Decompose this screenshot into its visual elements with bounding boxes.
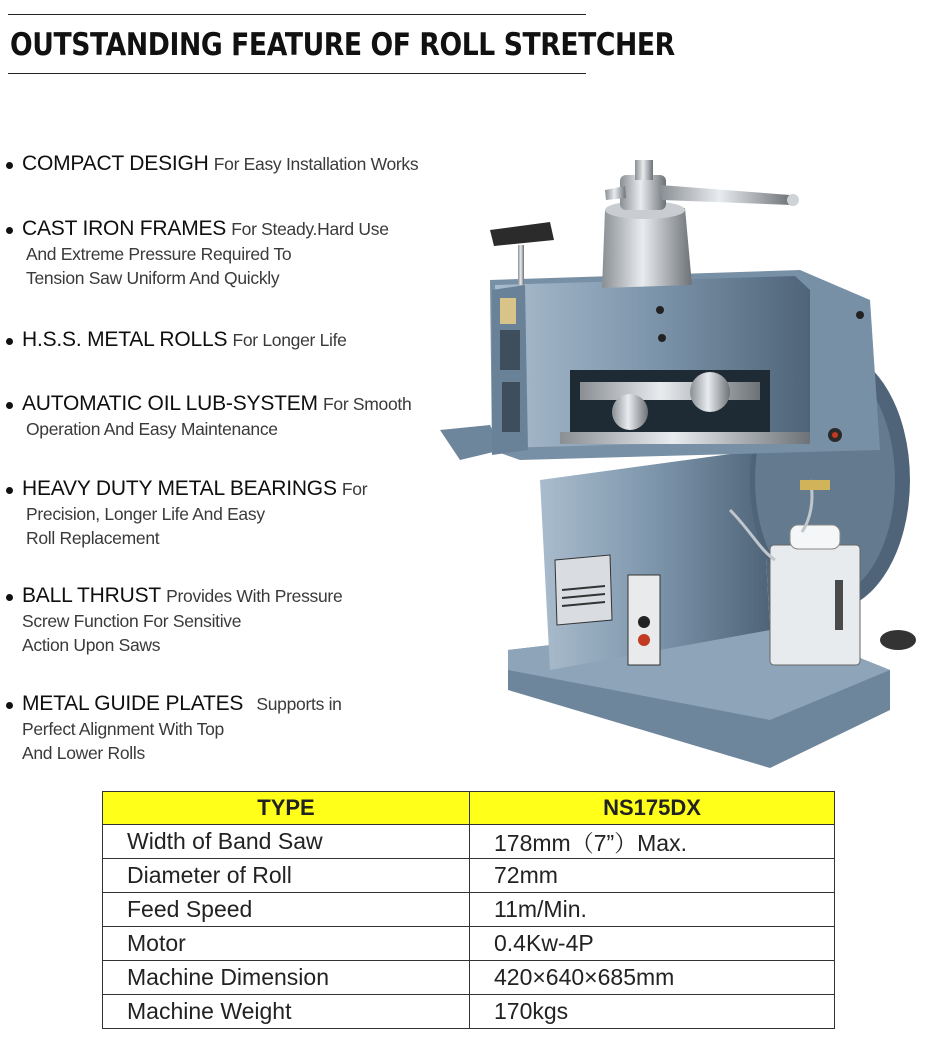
bullet-icon [6,162,13,169]
bullet-icon [6,702,13,709]
bullet-icon [6,594,13,601]
bullet-icon [6,338,13,345]
feature-heading: HEAVY DUTY METAL BEARINGS [22,477,337,500]
feature-description: Tension Saw Uniform And Quickly [26,268,280,288]
feature-description: For Smooth [323,394,412,414]
table-row [103,995,835,1029]
table-header-row [103,792,835,825]
table-row [103,859,835,893]
feature-heading: BALL THRUST [22,584,162,607]
spec-value: 420×640×685mm [470,961,835,995]
table-row [103,961,835,995]
feature-description: For Longer Life [232,330,347,350]
feature-description: For Steady.Hard Use [231,219,389,239]
feature-description: Precision, Longer Life And Easy [26,503,265,524]
feature-description: And Lower Rolls [22,743,145,763]
feature-description: Provides With Pressure [166,586,343,606]
feature-heading: AUTOMATIC OIL LUB-SYSTEM [22,392,318,415]
feature-heading: CAST IRON FRAMES [22,217,227,240]
bullet-icon [6,227,13,234]
spec-value: 0.4Kw-4P [470,927,835,961]
feature-heading: METAL GUIDE PLATES [22,692,244,715]
spec-label: Machine Dimension [103,961,470,995]
roll-stretcher-machine-image [430,150,920,775]
feature-description: For Easy Installation Works [213,154,419,174]
table-row [103,825,835,859]
feature-heading: COMPACT DESIGH [22,152,209,175]
spec-label: Machine Weight [103,995,470,1029]
title-banner [8,14,675,74]
spec-value: 178mm（7”）Max. [470,825,835,859]
bullet-icon [6,487,13,494]
feature-description: Screw Function For Sensitive [22,610,242,631]
feature-description: For [341,479,368,499]
spec-table [102,791,835,1029]
header-cell-type: TYPE [103,792,470,825]
spec-label: Width of Band Saw [103,825,470,859]
feature-description: Perfect Alignment With Top [22,718,224,739]
spec-value: 72mm [470,859,835,893]
table-row [103,893,835,927]
feature-description: Operation And Easy Maintenance [26,418,278,439]
page-title: OUTSTANDING FEATURE OF ROLL STRETCHER [10,27,675,63]
feature-description: Roll Replacement [26,528,160,548]
table-row [103,927,835,961]
spec-value: 11m/Min. [470,893,835,927]
spec-label: Motor [103,927,470,961]
feature-heading: H.S.S. METAL ROLLS [22,328,228,351]
feature-description: And Extreme Pressure Required To [26,243,292,264]
feature-description: Supports in [256,694,342,714]
header-cell-model: NS175DX [470,792,835,825]
feature-description: Action Upon Saws [22,635,161,655]
spec-label: Feed Speed [103,893,470,927]
spec-label: Diameter of Roll [103,859,470,893]
bullet-icon [6,402,13,409]
spec-value: 170kgs [470,995,835,1029]
